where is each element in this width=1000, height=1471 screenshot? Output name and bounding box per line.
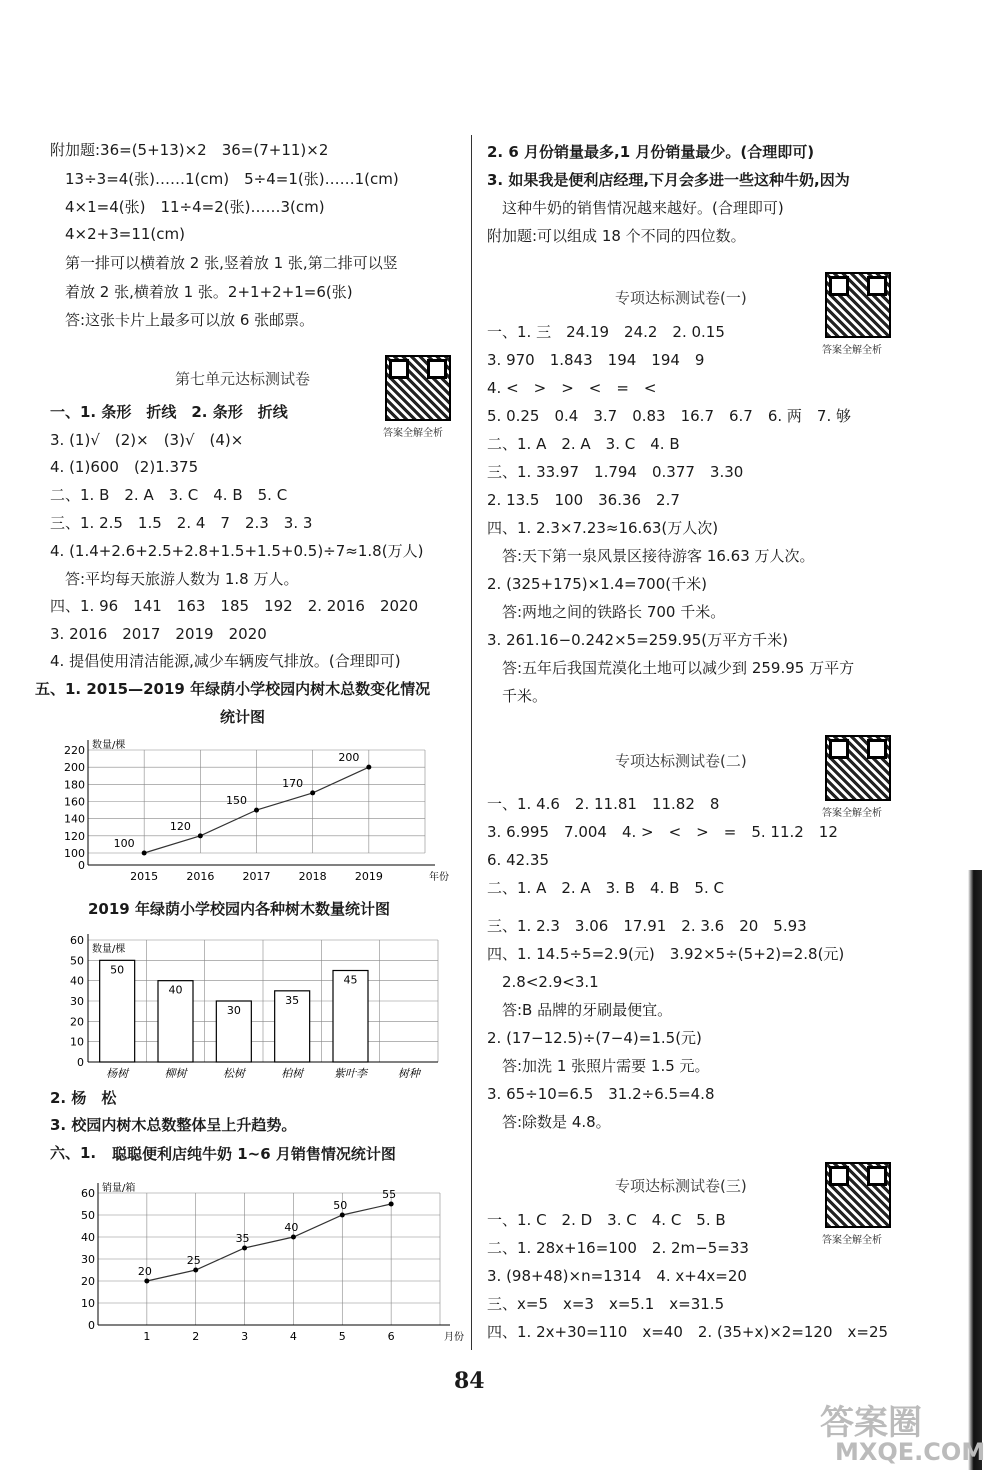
data-label: 50 xyxy=(333,1199,348,1212)
data-label: 120 xyxy=(169,819,191,833)
data-label: 150 xyxy=(226,794,247,808)
unit7-line: 4. (1.4+2.6+2.5+2.8+1.5+1.5+0.5)÷7≈1.8(万人) xyxy=(50,542,424,560)
y-tick-label: 140 xyxy=(64,812,85,826)
y-tick-label: 60 xyxy=(81,1187,95,1200)
s1-line: 千米。 xyxy=(487,687,548,705)
chart3-prefix: 六、1. xyxy=(50,1144,97,1162)
s2-line: 2.8<2.9<3.1 xyxy=(487,973,599,991)
data-point xyxy=(142,851,147,856)
qr-code-icon[interactable] xyxy=(385,355,451,421)
x-tick-label: 紫叶李 xyxy=(334,1067,367,1080)
x-tick-label: 2019 xyxy=(354,870,383,883)
y-tick-label: 160 xyxy=(64,795,85,809)
qr-label: 答案全解全析 xyxy=(822,1235,882,1246)
data-label: 35 xyxy=(285,993,300,1007)
data-label: 30 xyxy=(226,1004,241,1017)
watermark-url: MXQE.COM xyxy=(835,1438,986,1466)
qr-code-icon[interactable] xyxy=(825,272,891,338)
x-tick-label: 3 xyxy=(241,1330,249,1343)
chart1-title-cont: 统计图 xyxy=(220,708,266,726)
s3-line: 3. (98+48)×n=1314 4. x+4x=20 xyxy=(487,1267,747,1285)
y-tick-label: 40 xyxy=(81,1231,95,1244)
s1-line: 答:两地之间的铁路长 700 千米。 xyxy=(487,603,726,621)
x-tick-label: 松树 xyxy=(222,1067,245,1080)
y-tick-label: 30 xyxy=(70,995,84,1008)
s1-line: 答:五年后我国荒漠化土地可以减少到 259.95 万平方 xyxy=(487,659,855,677)
tree-total-line-chart xyxy=(40,728,460,888)
x-tick-label: 2016 xyxy=(186,870,215,883)
answer-line: 2. 杨 松 xyxy=(50,1089,117,1107)
s3-line: 三、x=5 x=3 x=5.1 x=31.5 xyxy=(487,1295,725,1313)
unit7-line: 4. (1)600 (2)1.375 xyxy=(50,458,199,476)
s2-line: 3. 6.995 7.004 4. > < > = 5. 11.2 12 xyxy=(487,823,838,841)
x-tick-label: 5 xyxy=(338,1330,346,1343)
column-divider xyxy=(471,135,472,1350)
data-point xyxy=(193,1268,198,1273)
data-point xyxy=(291,1235,296,1240)
answer-line: 2. 6 月份销量最多,1 月份销量最少。(合理即可) xyxy=(487,143,815,161)
unit7-line: 三、1. 2.5 1.5 2. 4 7 2.3 3. 3 xyxy=(50,514,313,532)
s1-line: 2. 13.5 100 36.36 2.7 xyxy=(487,491,680,509)
data-label: 20 xyxy=(137,1265,152,1278)
x-axis-label: 月份 xyxy=(444,1332,464,1343)
extra-line: 第一排可以横着放 2 张,竖着放 1 张,第二排可以竖 xyxy=(65,254,398,272)
series-line xyxy=(147,1204,391,1281)
y-axis-label: 销量/箱 xyxy=(102,1183,136,1194)
y-axis-label: 数量/棵 xyxy=(92,740,126,751)
qr-label: 答案全解全析 xyxy=(383,428,443,439)
data-point xyxy=(242,1246,247,1251)
x-axis-label: 树种 xyxy=(397,1067,420,1080)
s1-line: 答:天下第一泉风景区接待游客 16.63 万人次。 xyxy=(487,547,815,565)
s3-title: 专项达标测试卷(三) xyxy=(615,1177,747,1195)
y-tick-label: 30 xyxy=(81,1253,95,1266)
s2-line: 6. 42.35 xyxy=(487,851,550,869)
unit7-line: 一、1. 条形 折线 2. 条形 折线 xyxy=(50,403,288,421)
data-point xyxy=(144,1279,149,1284)
s2-line: 答:除数是 4.8。 xyxy=(487,1113,611,1131)
extra-line: 着放 2 张,横着放 1 张。2+1+2+1=6(张) xyxy=(65,283,353,301)
s2-title: 专项达标测试卷(二) xyxy=(615,752,747,770)
s1-line: 3. 261.16−0.242×5=259.95(万平方千米) xyxy=(487,631,788,649)
page-edge-shadow xyxy=(968,870,982,1470)
answer-line: 3. 校园内树木总数整体呈上升趋势。 xyxy=(50,1116,297,1134)
y-tick-label: 10 xyxy=(70,1035,84,1049)
data-label: 55 xyxy=(382,1188,397,1201)
extra-line: 13÷3=4(张)……1(cm) 5÷4=1(张)……1(cm) xyxy=(65,170,399,188)
y-tick-label: 10 xyxy=(81,1297,95,1310)
s1-line: 4. < > > < = < xyxy=(487,379,657,397)
milk-sales-line-chart xyxy=(40,1165,464,1350)
qr-label: 答案全解全析 xyxy=(822,345,882,356)
x-tick-label: 1 xyxy=(143,1330,151,1343)
s2-line: 三、1. 2.3 3.06 17.91 2. 3.6 20 5.93 xyxy=(487,917,807,935)
y-tick-label: 20 xyxy=(70,1015,84,1029)
watermark: 答案圈 xyxy=(820,1403,922,1443)
data-label: 50 xyxy=(110,963,125,977)
s1-line: 3. 970 1.843 194 194 9 xyxy=(487,351,705,369)
s2-line: 2. (17−12.5)÷(7−4)=1.5(元) xyxy=(487,1029,702,1047)
x-tick-label: 柳树 xyxy=(164,1067,187,1080)
y-tick-label: 220 xyxy=(64,744,85,757)
x-tick-label: 杨树 xyxy=(106,1067,129,1080)
s2-line: 答:加洗 1 张照片需要 1.5 元。 xyxy=(487,1057,710,1075)
y-tick-label: 0 xyxy=(77,1056,84,1069)
chart2-title: 2019 年绿荫小学校园内各种树木数量统计图 xyxy=(88,900,390,918)
unit7-line: 3. (1)√ (2)× (3)√ (4)× xyxy=(50,431,244,449)
s2-line: 一、1. 4.6 2. 11.81 11.82 8 xyxy=(487,795,720,813)
s3-line: 四、1. 2x+30=110 x=40 2. (35+x)×2=120 x=25 xyxy=(487,1323,889,1341)
x-tick-label: 4 xyxy=(289,1330,297,1343)
data-label: 200 xyxy=(338,751,360,765)
y-tick-label: 40 xyxy=(70,974,84,988)
s1-line: 二、1. A 2. A 3. C 4. B xyxy=(487,435,680,453)
unit7-line: 四、1. 96 141 163 185 192 2. 2016 2020 xyxy=(50,597,419,615)
y-tick-label: 50 xyxy=(81,1209,95,1222)
s2-line: 答:B 品牌的牙刷最便宜。 xyxy=(487,1001,673,1019)
data-label: 35 xyxy=(235,1232,250,1245)
data-label: 40 xyxy=(168,983,183,997)
s2-line: 3. 65÷10=6.5 31.2÷6.5=4.8 xyxy=(487,1085,715,1103)
x-axis-label: 年份 xyxy=(429,872,449,883)
y-tick-label: 100 xyxy=(64,847,85,860)
x-tick-label: 2018 xyxy=(298,870,327,883)
data-label: 40 xyxy=(284,1221,299,1234)
x-tick-label: 2015 xyxy=(130,870,159,883)
y-tick-label: 0 xyxy=(78,859,85,872)
extra-line: 4×1=4(张) 11÷4=2(张)……3(cm) xyxy=(65,198,325,216)
data-point xyxy=(310,790,315,795)
answer-line: 附加题:可以组成 18 个不同的四位数。 xyxy=(487,227,746,245)
y-tick-label: 50 xyxy=(70,954,84,968)
answer-line: 3. 如果我是便利店经理,下月会多进一些这种牛奶,因为 xyxy=(487,171,850,189)
s1-line: 一、1. 三 24.19 24.2 2. 0.15 xyxy=(487,323,725,341)
qr-code-icon[interactable] xyxy=(825,735,891,801)
y-tick-label: 20 xyxy=(81,1275,95,1288)
s1-line: 2. (325+175)×1.4=700(千米) xyxy=(487,575,707,593)
extra-line: 附加题:36=(5+13)×2 36=(7+11)×2 xyxy=(50,141,329,159)
data-label: 25 xyxy=(186,1254,201,1267)
s3-line: 二、1. 28x+16=100 2. 2m−5=33 xyxy=(487,1239,749,1257)
y-tick-label: 120 xyxy=(64,829,85,843)
data-point xyxy=(389,1202,394,1207)
unit7-title: 第七单元达标测试卷 xyxy=(175,370,311,388)
extra-line: 答:这张卡片上最多可以放 6 张邮票。 xyxy=(65,311,315,329)
s3-line: 一、1. C 2. D 3. C 4. C 5. B xyxy=(487,1211,726,1229)
data-point xyxy=(198,833,203,838)
qr-label: 答案全解全析 xyxy=(822,808,882,819)
x-tick-label: 2017 xyxy=(242,870,271,883)
y-tick-label: 180 xyxy=(64,778,85,792)
tree-types-bar-chart xyxy=(40,922,460,1084)
chart3-title: 聪聪便利店纯牛奶 1~6 月销售情况统计图 xyxy=(112,1145,396,1163)
y-axis-label: 数量/棵 xyxy=(92,944,126,955)
y-tick-label: 200 xyxy=(64,761,85,775)
data-label: 45 xyxy=(343,973,358,987)
page-number: 84 xyxy=(454,1368,485,1394)
s1-line: 四、1. 2.3×7.23≈16.63(万人次) xyxy=(487,519,719,537)
data-point xyxy=(366,765,371,770)
answer-line: 这种牛奶的销售情况越来越好。(合理即可) xyxy=(487,199,784,217)
unit7-line: 4. 提倡使用清洁能源,减少车辆废气排放。(合理即可) xyxy=(50,652,401,670)
s1-title: 专项达标测试卷(一) xyxy=(615,289,747,307)
data-label: 170 xyxy=(282,776,304,790)
s2-line: 二、1. A 2. A 3. B 4. B 5. C xyxy=(487,879,724,897)
y-tick-label: 0 xyxy=(88,1319,95,1332)
data-label: 100 xyxy=(113,837,135,850)
unit7-line: 3. 2016 2017 2019 2020 xyxy=(50,625,267,643)
data-point xyxy=(340,1213,345,1218)
unit7-line: 答:平均每天旅游人数为 1.8 万人。 xyxy=(50,570,299,588)
x-tick-label: 6 xyxy=(387,1330,395,1343)
s2-line: 四、1. 14.5÷5=2.9(元) 3.92×5÷(5+2)=2.8(元) xyxy=(487,945,845,963)
s1-line: 5. 0.25 0.4 3.7 0.83 16.7 6.7 6. 两 7. 够 xyxy=(487,407,851,425)
data-point xyxy=(254,808,259,813)
extra-line: 4×2+3=11(cm) xyxy=(65,225,185,243)
s1-line: 三、1. 33.97 1.794 0.377 3.30 xyxy=(487,463,744,481)
x-tick-label: 柏树 xyxy=(281,1067,304,1080)
unit7-line: 二、1. B 2. A 3. C 4. B 5. C xyxy=(50,486,288,504)
x-tick-label: 2 xyxy=(192,1330,200,1343)
chart1-title: 五、1. 2015—2019 年绿荫小学校园内树木总数变化情况 xyxy=(35,680,431,698)
qr-code-icon[interactable] xyxy=(825,1162,891,1228)
y-tick-label: 60 xyxy=(70,934,84,947)
